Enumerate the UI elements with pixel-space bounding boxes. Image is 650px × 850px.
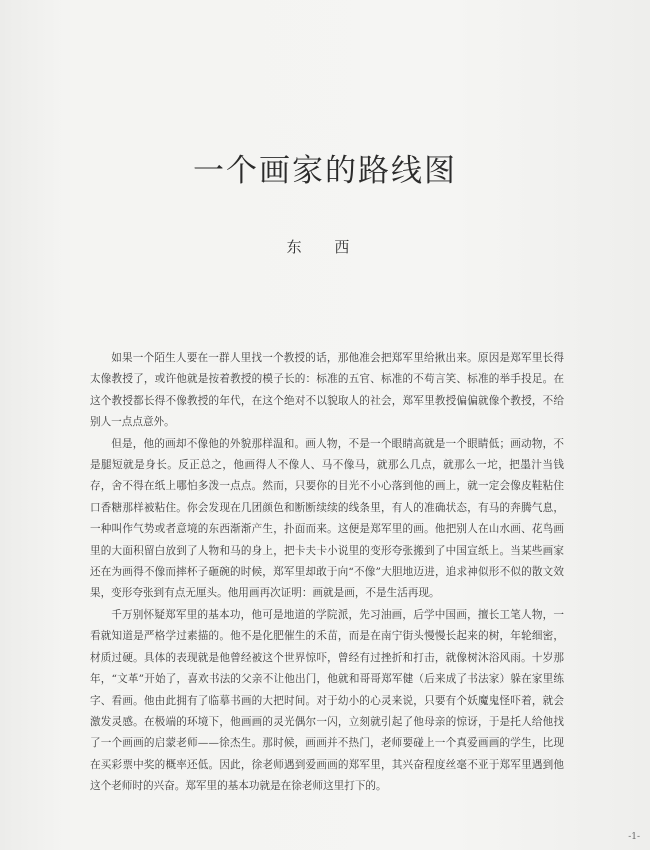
article-body — [90, 348, 564, 798]
author-name: 东 西 — [286, 238, 364, 256]
paragraph: 如果一个陌生人要在一群人里找一个教授的话，那他准会把郑军里给揪出来。原因是郑军里长得太像教授了，或许他就是按着教授的模子长的：标准的五官、标准的不苟言笑、标准的举手投足。在这个教授都长得不像教授的年代，在这个绝对不以貌取人的社会，郑军里教授偏偏就像个教授，不给别人一点点意外。 — [90, 352, 564, 429]
paragraph: 千万别怀疑郑军里的基本功，他可是地道的学院派，先习油画，后学中国画，擅长工笔人物，一看就知道是严格学过素描的。他不是化肥催生的禾苗，而是在南宁街头慢慢长起来的树，年轮细密，材质过硬。具体的表现就是他曾经被这个世界惊吓，曾经有过挫折和打击，就像树沐浴风雨。十岁那年，“文革”开始了，喜欢书法的父亲不让他出门，他就和哥哥郑军健（后来成了书法家）躲在家里练字、看画。他由此拥有了临摹书画的大把时间。对于幼小的心灵来说，只要有个妖魔鬼怪吓着，就会激发灵感。在极端的环境下，他画画的灵光偶尔一闪，立刻就引起了他母亲的惊讶，于是托人给他找了一个画画的启蒙老师——徐杰生。那时候，画画并不热门，老师要碰上一个真爱画画的学生，比现在买彩票中奖的概率还低。因此，徐老师遇到爱画画的郑军里，其兴奋程度丝毫不亚于郑军里遇到他这个老师时的兴奋。郑军里的基本功就是在徐老师这里打下的。 — [90, 608, 564, 793]
paragraph: 但是，他的画却不像他的外貌那样温和。画人物，不是一个眼睛高就是一个眼睛低；画动物，不是腿短就是身长。反正总之，他画得人不像人、马不像马，就那么几点，就那么一坨，把墨汁当钱存，舍不得在纸上哪怕多泼一点点。然而，只要你的目光不小心落到他的画上，就一定会像皮鞋粘住口香糖那样被粘住。你会发现在几团颜色和断断续续的线条里，有人的准确状态，有马的奔腾气息，一种叫作气势或者意境的东西渐渐产生，扑面而来。这便是郑军里的画。他把别人在山水画、花鸟画里的大面积留白放到了人物和马的身上，把卡夫卡小说里的变形夸张搬到了中国宣纸上。当某些画家还在为画得不像而摔杯子砸碗的时候，郑军里却敢于向“不像”大胆地迈进，追求神似形不似的散文效果，变形夸张到有点无厘头。他用画再次证明：画就是画，不是生活再现。 — [90, 437, 564, 600]
article-title: 一个画家的路线图 — [193, 152, 457, 189]
page-number: -1- — [628, 832, 640, 842]
